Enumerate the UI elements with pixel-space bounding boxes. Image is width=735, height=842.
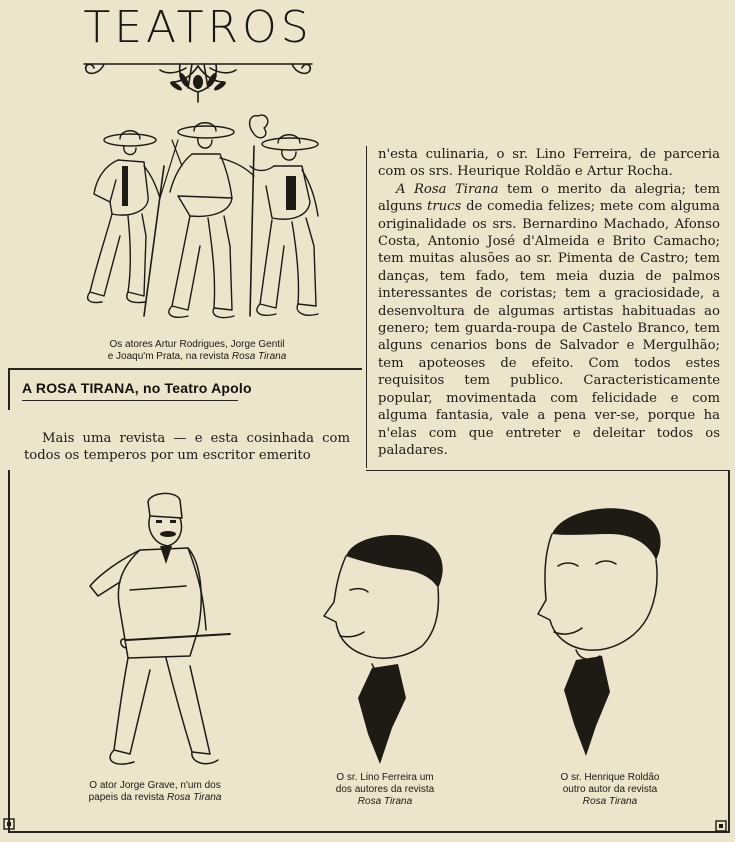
right-paragraph-2	[378, 181, 720, 460]
henrique-roldao-caricature	[530, 504, 680, 769]
top-caption-revue: Rosa Tirana	[231, 351, 287, 362]
right-column-text	[378, 146, 720, 459]
roldao-caption-revue: Rosa Tirana	[582, 796, 638, 807]
roldao-caption-line1: O sr. Henrique Roldão	[560, 772, 660, 783]
ferreira-caption-line2: dos autores da revista	[335, 784, 435, 795]
section-masthead	[62, 0, 334, 105]
jorge-grave-caricature	[70, 490, 240, 775]
three-actors-illustration	[60, 106, 332, 338]
lino-ferreira-caption	[300, 772, 470, 808]
ferreira-caption-revue: Rosa Tirana	[357, 796, 413, 807]
henrique-roldao-caption	[520, 772, 700, 808]
grave-caption-line2: papeis da revista	[88, 792, 167, 803]
top-caption-line1: Os atores Artur Rodrigues, Jorge Gentil	[109, 339, 285, 350]
ferreira-caption-line1: O sr. Lino Ferreira um	[336, 772, 434, 783]
trucs-italic: trucs	[427, 199, 462, 215]
corner-ornament-left	[3, 818, 15, 830]
roldao-caption-line2: outro autor da revista	[562, 784, 658, 795]
article-title: A ROSA TIRANA, no Teatro Apolo	[22, 380, 252, 396]
left-column-text: Mais uma revista — e esta cosinhada com todos os temperos por um escritor emerito	[24, 431, 350, 464]
top-illustration-caption	[62, 339, 332, 363]
corner-ornament-right	[715, 820, 727, 832]
jorge-grave-caption	[60, 780, 250, 804]
revue-title-italic: A Rosa Tirana	[396, 181, 499, 197]
lino-ferreira-caricature	[310, 528, 460, 773]
grave-caption-revue: Rosa Tirana	[167, 792, 222, 803]
para2-part-b: de comedia felizes; mete com alguma originalidade os srs. Bernardino Machado, Afonso Costa, Antonio José d'Almeida e Brito Camacho; tem muitas alusões ao sr. Pimenta de Castro; tem danças, tem fado, tem meia duzia de palmos interessantes de coristas; tem a graciosidade, a desenvoltura de algumas artistas habituadas ao genero; tem guarda-roupa de Castelo Branco, tem alguns cenarios bons de Salvador e Mergulhão; tem apoteoses de efeito. Com todos estes requisitos tem publico. Caracteristicamente popular, movimentada com felicidade e com alguma fantasia, vale a pena ver-se, porque ha n'elas com que entreter e deleitar todos os paladares.	[378, 199, 721, 458]
para2-part-a: tem o merito da alegria; tem alguns	[378, 181, 720, 215]
article-title-underline	[22, 400, 238, 401]
section-title: TEATROS	[83, 2, 313, 53]
floral-ornament	[80, 52, 316, 104]
right-paragraph-1: n'esta culinaria, o sr. Lino Ferreira, de parceria com os srs. Heurique Roldão e Artur Rocha.	[378, 147, 720, 180]
grave-caption-line1: O ator Jorge Grave, n'um dos	[89, 780, 221, 791]
article-header	[8, 368, 362, 412]
column-divider	[366, 146, 367, 468]
top-caption-line2: e Joaqu'm Prata, na revista	[107, 351, 232, 362]
